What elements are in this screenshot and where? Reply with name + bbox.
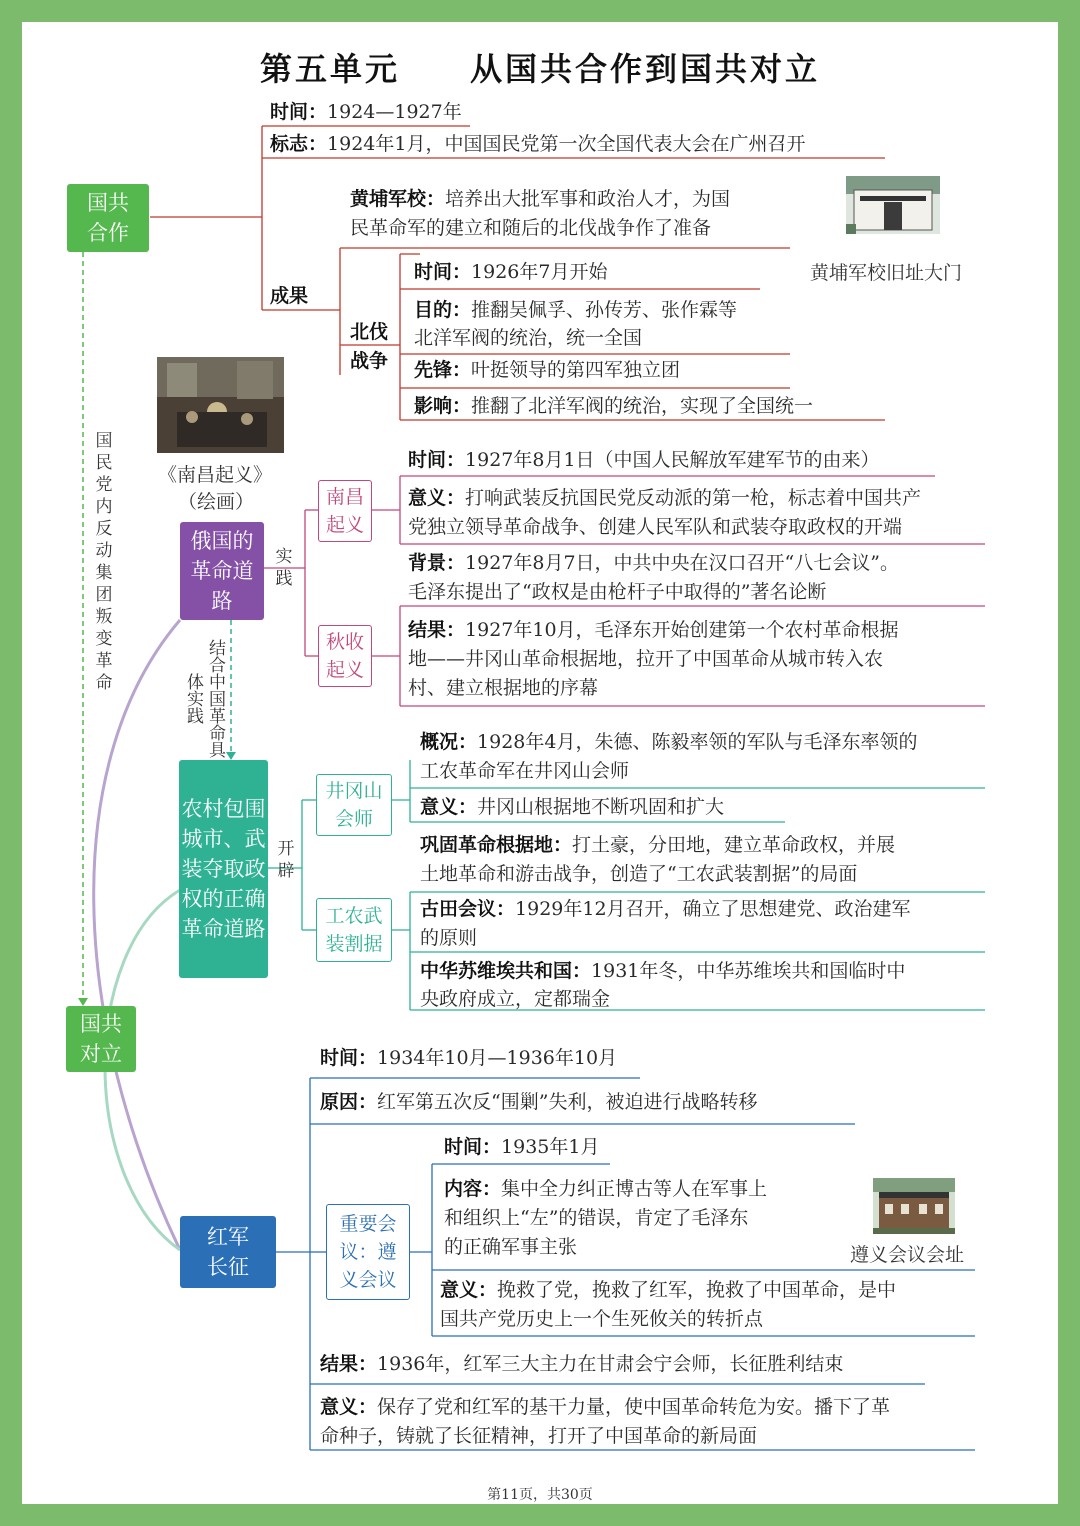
lm-meaning-2: 命种子，铸就了长征精神，打开了中国革命的新局面	[320, 1425, 758, 1447]
label-practice: 实践	[275, 547, 293, 589]
autumn-bg: 背景：1927年8月7日，中共中央在汉口召开“八七会议”。	[408, 552, 899, 574]
node-cooperation: 国共合作	[67, 184, 149, 252]
zy-meaning: 意义：挽救了党，挽救了红军，挽救了中国革命，是中	[440, 1279, 897, 1301]
node-confrontation: 国共对立	[66, 1006, 136, 1072]
node-zunyi: 重要会议：遵义会议	[326, 1204, 410, 1300]
nanchang-meaning: 意义：打响武装反抗国民党反动派的第一枪，标志着中国共产	[408, 487, 922, 509]
page-footer: 第11页，共30页	[487, 1487, 593, 1503]
node-rural-road: 农村包围城市、武装夺取政权的正确革命道路	[179, 760, 268, 978]
label-achievement: 成果	[270, 285, 309, 307]
node-long-march: 红军长征	[180, 1216, 276, 1288]
coop-whampoa-2: 民革命军的建立和随后的北伐战争作了准备	[350, 217, 712, 239]
nt-vanguard: 先锋：叶挺领导的第四军独立团	[414, 359, 681, 381]
split-consolidate-2: 土地革命和游击战争，创造了“工农武装割据”的局面	[420, 863, 858, 885]
zy-content: 内容：集中全力纠正博古等人在军事上	[444, 1178, 768, 1200]
coop-mark: 标志：1924年1月，中国国民党第一次全国代表大会在广州召开	[270, 133, 806, 155]
split-gutian: 古田会议：1929年12月召开，确立了思想建党、政治建军	[420, 898, 911, 920]
lm-result: 结果：1936年，红军三大主力在甘肃会宁会师，长征胜利结束	[320, 1353, 844, 1375]
lm-time: 时间：1934年10月—1936年10月	[320, 1047, 618, 1069]
autumn-result-2: 地——井冈山革命根据地，拉开了中国革命从城市转入农	[408, 648, 884, 670]
nt-impact: 影响：推翻了北洋军阀的统治，实现了全国统一	[414, 395, 814, 417]
nt-time: 时间：1926年7月开始	[414, 261, 608, 283]
label-northern: 北伐战争	[350, 321, 389, 372]
split-soviet: 中华苏维埃共和国：1931年冬，中华苏维埃共和国临时中	[420, 960, 906, 982]
whampoa-gate-photo	[846, 176, 940, 234]
zy-content-2: 和组织上“左”的错误，肯定了毛泽东	[444, 1207, 749, 1229]
label-open: 开辟	[277, 839, 295, 881]
nanchang-painting-caption: 《南昌起义》	[158, 464, 273, 486]
nanchang-meaning-2: 党独立领导革命战争、创建人民军队和武装夺取政权的开端	[408, 516, 903, 538]
split-soviet-2: 央政府成立，定都瑞金	[420, 988, 611, 1010]
node-nanchang: 南昌起义	[318, 480, 372, 542]
jinggang-meaning: 意义：井冈山根据地不断巩固和扩大	[420, 796, 725, 818]
zunyi-site-caption: 遵义会议会址	[850, 1244, 965, 1266]
nanchang-painting	[157, 357, 284, 453]
label-kmt-betrayal: 国民党内反动集团叛变革命	[95, 431, 113, 693]
autumn-result: 结果：1927年10月，毛泽东开始创建第一个农村革命根据	[408, 619, 899, 641]
split-consolidate: 巩固革命根据地：打土豪，分田地，建立革命政权，并展	[420, 834, 896, 856]
lm-reason: 原因：红军第五次反“围剿”失利，被迫进行战略转移	[320, 1091, 758, 1113]
node-jinggang: 井冈山会师	[316, 774, 392, 836]
page-title: 第五单元 从国共合作到国共对立	[259, 50, 820, 88]
nanchang-time: 时间：1927年8月1日（中国人民解放军建军节的由来）	[408, 449, 880, 471]
zy-time: 时间：1935年1月	[444, 1136, 600, 1158]
jinggang-overview-2: 工农革命军在井冈山会师	[420, 760, 630, 782]
whampoa-gate-caption: 黄埔军校旧址大门	[810, 262, 963, 284]
coop-whampoa: 黄埔军校：培养出大批军事和政治人才，为国	[350, 188, 731, 210]
zy-content-3: 的正确军事主张	[444, 1236, 578, 1258]
nt-goal: 目的：推翻吴佩孚、孙传芳、张作霖等	[414, 299, 738, 321]
autumn-bg-2: 毛泽东提出了“政权是由枪杆子中取得的”著名论断	[408, 581, 827, 603]
label-combine: 结合中国革命具体实践	[183, 638, 225, 758]
split-gutian-2: 的原则	[420, 927, 478, 949]
coop-time: 时间：1924—1927年	[270, 101, 462, 123]
nt-goal-2: 北洋军阀的统治，统一全国	[414, 327, 643, 349]
node-russian-road: 俄国的革命道路	[180, 522, 264, 620]
zunyi-site-photo	[873, 1178, 955, 1234]
node-autumn: 秋收起义	[318, 625, 372, 687]
nanchang-painting-caption-2: （绘画）	[178, 491, 255, 513]
node-armed-split: 工农武装割据	[316, 898, 392, 962]
autumn-result-3: 村、建立根据地的序幕	[408, 677, 599, 699]
jinggang-overview: 概况：1928年4月，朱德、陈毅率领的军队与毛泽东率领的	[420, 731, 918, 753]
zy-meaning-2: 国共产党历史上一个生死攸关的转折点	[440, 1308, 764, 1330]
lm-meaning: 意义：保存了党和红军的基干力量，使中国革命转危为安。播下了革	[320, 1396, 891, 1418]
